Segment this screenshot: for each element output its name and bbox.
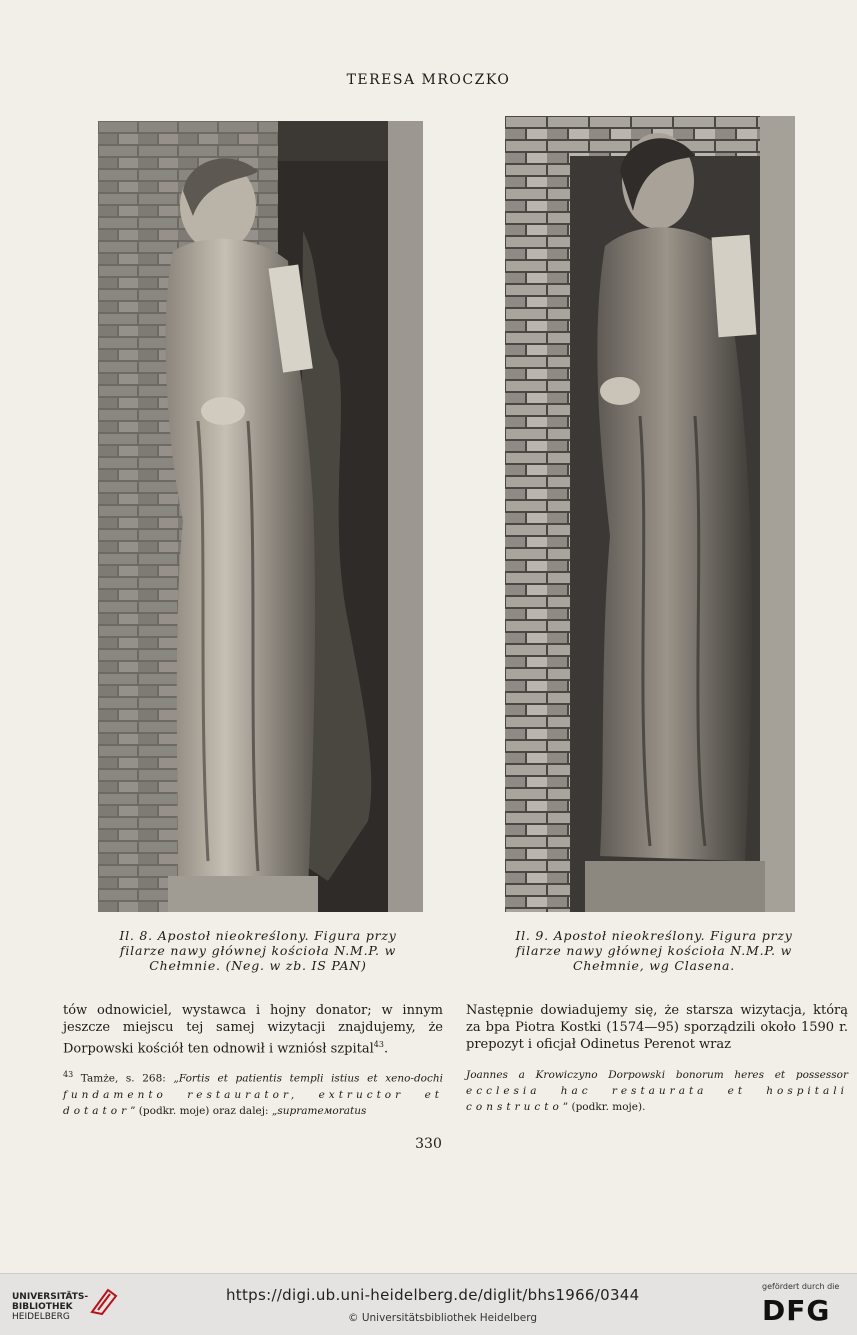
footnote-quote: „Fortis et patientis templi istius et xeno-dochi xyxy=(173,1072,444,1085)
library-name-line: UNIVERSITÄTS- xyxy=(12,1292,89,1302)
copyright-notice: © Universitätsbibliothek Heidelberg xyxy=(348,1312,538,1324)
caption-line: Chełmnie. (Neg. w zb. IS PAN) xyxy=(149,958,367,973)
body-text-left: tów odnowiciel, wystawca i hojny donator; w innym jeszcze miejscu tej samej wizytacji znajdujemy, że Dorpowski kościół ten odnowił i wzniósł szpital$^{43}$. xyxy=(63,1003,443,1057)
library-logo-icon xyxy=(88,1286,120,1316)
footnote-right xyxy=(466,1067,848,1115)
library-name-line: BIBLIOTHEK xyxy=(12,1302,73,1312)
footnote-text: Tamże, s. 268: xyxy=(80,1072,174,1085)
dfg-logo: DFG xyxy=(762,1294,831,1327)
footnote-spaced-quote: ecclesia hac restaurata et hospitali constructo xyxy=(466,1085,848,1113)
footnote-quote: Joannes a Krowiczyno Dorpowski bonorum heres et possessor xyxy=(466,1069,848,1081)
figure-9-photo xyxy=(505,116,795,912)
figure-8-photo xyxy=(98,121,423,912)
running-header: TERESA MROCZKO xyxy=(346,72,511,88)
figure-8-caption xyxy=(108,928,408,973)
sponsor-label: gefördert durch die xyxy=(762,1282,840,1291)
footnote-ref: 43 xyxy=(373,1040,384,1049)
caption-line: filarze nawy głównej kościoła N.M.P. w xyxy=(515,943,793,958)
footnote-left xyxy=(63,1067,443,1119)
permalink-url[interactable]: https://digi.ub.uni-heidelberg.de/diglit/bhs1966/0344 xyxy=(226,1286,640,1304)
page-number: 330 xyxy=(415,1136,442,1152)
footnote-number: 43 xyxy=(63,1070,74,1079)
caption-line: Il. 9. Apostoł nieokreślony. Figura przy xyxy=(515,928,793,943)
caption-line: Chełmnie, wg Clasena. xyxy=(572,958,736,973)
caption-line: filarze nawy głównej kościoła N.M.P. w xyxy=(119,943,397,958)
body-text-right: Następnie dowiadujemy się, że starsza wizytacja, którą za bpa Piotra Kostki (1574—95) sporządzili około 1590 r. prepozyt i oficjał Odinetus Perenot wraz xyxy=(466,1003,848,1052)
footnote-quote: „suprameмoratus xyxy=(271,1104,367,1117)
footnote-text: ” (podkr. moje). xyxy=(562,1101,646,1113)
figure-9-caption xyxy=(495,928,813,973)
digitization-footer xyxy=(0,1273,857,1335)
apostle-statue-1-image xyxy=(98,121,423,912)
apostle-statue-2-image xyxy=(505,116,795,912)
library-name xyxy=(12,1292,88,1322)
library-name-line: HEIDELBERG xyxy=(12,1312,70,1322)
body-paragraph: tów odnowiciel, wystawca i hojny donator; w innym jeszcze miejscu tej samej wizytacji znajdujemy, że Dorpowski kościół ten odnowił i wzniósł szpital xyxy=(63,1003,443,1057)
caption-line: Il. 8. Apostoł nieokreślony. Figura przy xyxy=(119,928,397,943)
footnote-text: ” (podkr. moje) oraz dalej: xyxy=(130,1104,272,1117)
footnote-spaced-quote: fundamento restaurator, extructor et dotator xyxy=(63,1088,443,1117)
